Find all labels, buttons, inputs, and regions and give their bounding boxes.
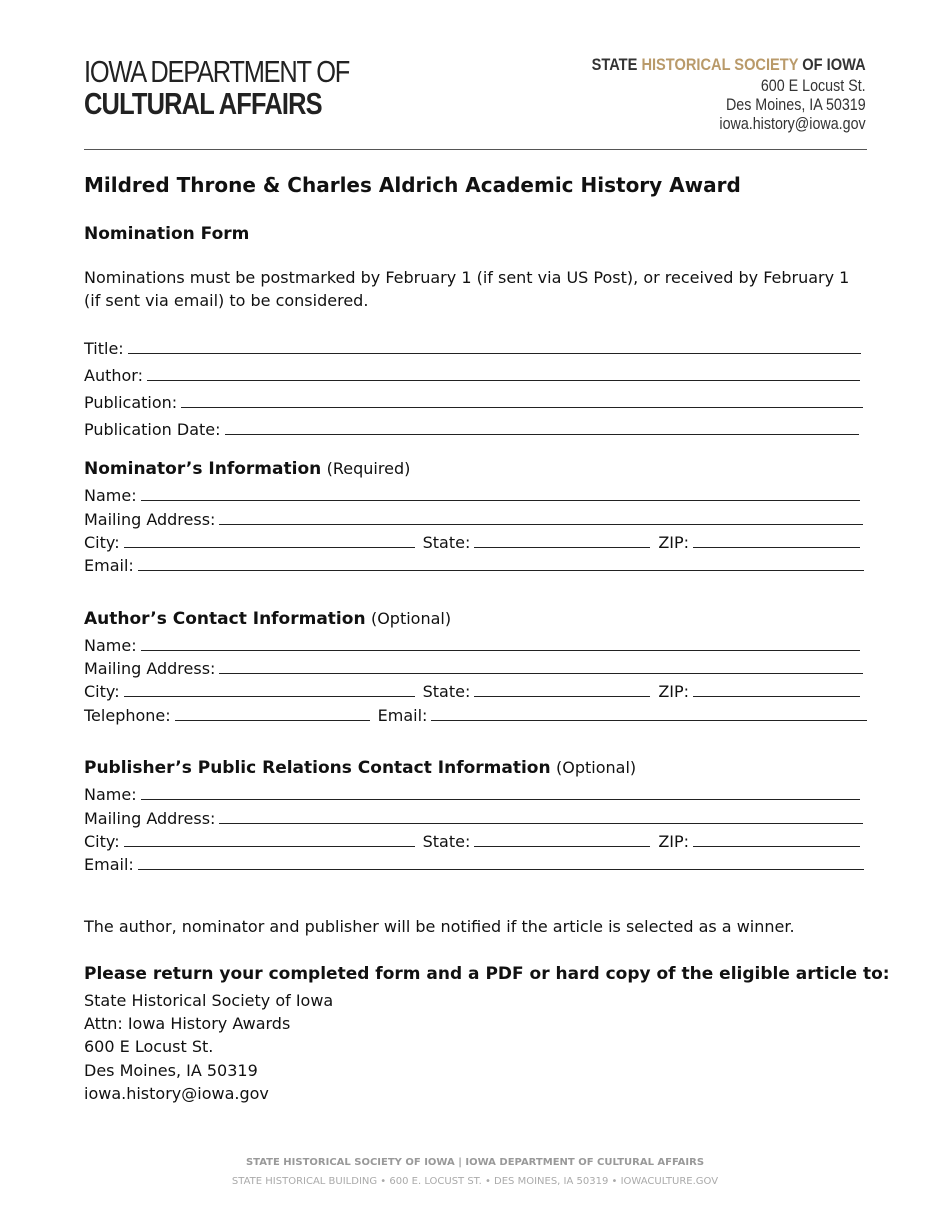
return-address-line: State Historical Society of Iowa xyxy=(84,991,334,1010)
author-field-label: Author: xyxy=(84,366,143,385)
title-field-line[interactable] xyxy=(128,352,861,354)
author-city-state-zip: City: State: ZIP: xyxy=(84,679,860,701)
title-field-label: Title: xyxy=(84,339,124,358)
page-title: Mildred Throne & Charles Aldrich Academic History Award xyxy=(84,173,741,197)
society-contact-block xyxy=(547,54,866,133)
publication-date-field-line[interactable] xyxy=(225,433,859,435)
society-email: iowa.history@iowa.gov xyxy=(719,114,866,133)
nominator-name-field[interactable]: Name: xyxy=(84,483,860,505)
author-email-line[interactable] xyxy=(431,719,867,721)
society-address-city: Des Moines, IA 50319 xyxy=(726,95,866,114)
publisher-email-field[interactable]: Email: xyxy=(84,852,864,874)
return-instructions-heading: Please return your completed form and a PDF or hard copy of the eligible article to: xyxy=(84,964,890,984)
nominator-city-state-zip: City: State: ZIP: xyxy=(84,530,860,552)
department-logo xyxy=(84,56,407,120)
department-logo-line1: IOWA DEPARTMENT OF xyxy=(84,54,350,89)
nominator-email-field[interactable]: Email: xyxy=(84,553,864,575)
author-field[interactable] xyxy=(84,363,860,385)
publisher-zip-line[interactable] xyxy=(693,845,860,847)
footer-organizations: STATE HISTORICAL SOCIETY OF IOWA | IOWA DEPARTMENT OF CULTURAL AFFAIRS xyxy=(245,1157,705,1168)
publication-date-field[interactable] xyxy=(84,417,859,439)
author-telephone-line[interactable] xyxy=(175,719,370,721)
author-city-line[interactable] xyxy=(124,695,415,697)
publisher-name-field[interactable]: Name: xyxy=(84,782,860,804)
return-address xyxy=(84,989,333,1105)
nominator-section-heading: Nominator’s Information (Required) xyxy=(84,459,411,479)
society-name: STATE HISTORICAL SOCIETY OF IOWA xyxy=(591,55,866,74)
author-phone-email: Telephone: Email: xyxy=(84,703,867,725)
publisher-city-state-zip: City: State: ZIP: xyxy=(84,829,860,851)
publication-field-label: Publication: xyxy=(84,393,178,412)
header-divider xyxy=(84,149,867,150)
title-field[interactable] xyxy=(84,336,861,358)
society-address-street: 600 E Locust St. xyxy=(761,76,866,95)
return-address-line: Attn: Iowa History Awards xyxy=(84,1014,291,1034)
publisher-address-field[interactable]: Mailing Address: xyxy=(84,806,863,828)
publication-field-line[interactable] xyxy=(181,406,863,408)
notification-notice: The author, nominator and publisher will be notified if the article is selected as a winner. xyxy=(84,917,795,936)
author-address-field[interactable]: Mailing Address: xyxy=(84,656,863,678)
publisher-city-line[interactable] xyxy=(124,845,415,847)
author-zip-line[interactable] xyxy=(693,695,860,697)
author-state-line[interactable] xyxy=(474,695,650,697)
author-field-line[interactable] xyxy=(147,379,860,381)
return-email-link[interactable]: iowa.history@iowa.gov xyxy=(84,1083,269,1103)
footer-address: STATE HISTORICAL BUILDING • 600 E. LOCUST ST. • DES MOINES, IA 50319 • IOWACULTURE.GOV xyxy=(231,1176,719,1187)
nominator-zip-line[interactable] xyxy=(693,546,860,548)
return-address-line: Des Moines, IA 50319 xyxy=(84,1060,258,1080)
publication-date-field-label: Publication Date: xyxy=(84,420,221,439)
publication-field[interactable] xyxy=(84,390,863,412)
department-logo-line2: CULTURAL AFFAIRS xyxy=(84,86,322,121)
form-subtitle: Nomination Form xyxy=(84,224,250,244)
nominator-state-line[interactable] xyxy=(474,546,650,548)
nominator-city-line[interactable] xyxy=(124,546,415,548)
publisher-state-line[interactable] xyxy=(474,845,650,847)
instructions-text: Nominations must be postmarked by February 1 (if sent via US Post), or received by February 1 (if sent via email) to be considered. xyxy=(84,268,850,310)
author-name-field[interactable]: Name: xyxy=(84,633,860,655)
publisher-section-heading: Publisher’s Public Relations Contact Information (Optional) xyxy=(84,758,637,778)
return-address-line: 600 E Locust St. xyxy=(84,1037,214,1057)
author-section-heading: Author’s Contact Information (Optional) xyxy=(84,609,452,629)
nominator-address-field[interactable]: Mailing Address: xyxy=(84,507,863,529)
